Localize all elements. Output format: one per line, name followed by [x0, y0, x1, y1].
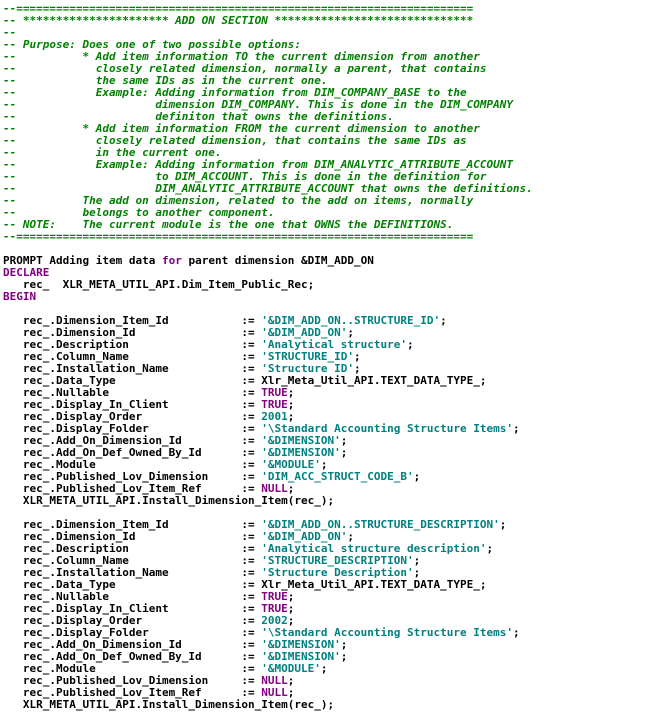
field-name: rec_.Display_In_Client :=	[3, 398, 262, 411]
statement-terminator: ;	[413, 566, 421, 579]
statement-terminator: ;	[512, 626, 520, 639]
statement-terminator: ;	[347, 326, 354, 339]
field-name: rec_.Description :=	[3, 338, 262, 351]
field-value: 'STRUCTURE_DESCRIPTION'	[261, 554, 414, 567]
statement-terminator: ;	[287, 602, 295, 615]
comment-block	[3, 3, 667, 243]
comment-line: -- in the current one.	[3, 146, 222, 159]
field-value: 'Structure Description'	[261, 566, 414, 579]
statement-terminator: ;	[287, 398, 295, 411]
comment-line: --=====================================================================	[3, 2, 474, 15]
field-value: 'Structure ID'	[261, 362, 354, 375]
field-name: rec_.Data_Type :=	[3, 578, 262, 591]
keyword-for: for	[161, 254, 182, 267]
field-name: rec_.Data_Type :=	[3, 374, 262, 387]
field-value: '&DIMENSION'	[261, 434, 341, 447]
declare-keyword: DECLARE	[3, 266, 50, 279]
field-name: rec_.Published_Lov_Dimension :=	[3, 674, 262, 687]
comment-line: -- ********************** ADD ON SECTION ******************************	[3, 14, 474, 27]
field-name: rec_.Module :=	[3, 458, 262, 471]
install-call: XLR_META_UTIL_API.Install_Dimension_Item(rec_);	[3, 698, 335, 711]
statement-terminator: ;	[479, 578, 487, 591]
field-name: rec_.Add_On_Dimension_Id :=	[3, 638, 262, 651]
field-name: rec_.Description :=	[3, 542, 262, 555]
statement-terminator: ;	[499, 518, 507, 531]
field-value: TRUE	[261, 602, 288, 615]
statement-terminator: ;	[440, 314, 447, 327]
field-name: rec_.Display_Order :=	[3, 614, 262, 627]
comment-line: -- Example: Adding information from DIM_ANALYTIC_ATTRIBUTE_ACCOUNT	[3, 158, 513, 171]
statement-terminator: ;	[340, 434, 348, 447]
statement-terminator: ;	[413, 554, 421, 567]
field-name: rec_.Display_Folder :=	[3, 626, 262, 639]
field-value: 2001	[261, 410, 288, 423]
comment-line: -- definiton that owns the definitions.	[3, 110, 394, 123]
field-name: rec_.Dimension_Id :=	[3, 530, 262, 543]
statement-terminator: ;	[287, 674, 295, 687]
field-value: '&DIM_ADD_ON..STRUCTURE_ID'	[261, 314, 441, 327]
field-name: rec_.Column_Name :=	[3, 350, 262, 363]
field-value: NULL	[261, 482, 288, 495]
statement-terminator: ;	[320, 662, 328, 675]
field-value: 'DIM_ACC_STRUCT_CODE_B'	[261, 470, 414, 483]
field-name: rec_.Display_Order :=	[3, 410, 262, 423]
statement-terminator: ;	[287, 614, 295, 627]
field-value: '\Standard Accounting Structure Items'	[261, 626, 513, 639]
comment-line: --	[3, 26, 17, 39]
field-value: '&MODULE'	[261, 458, 321, 471]
field-value: 'Analytical structure'	[261, 338, 407, 351]
field-value: '&DIM_ADD_ON..STRUCTURE_DESCRIPTION'	[261, 518, 500, 531]
statement-terminator: ;	[287, 386, 295, 399]
field-value: TRUE	[261, 386, 288, 399]
field-value: '&DIM_ADD_ON'	[261, 326, 348, 339]
item-block-structure-description	[3, 519, 667, 699]
field-name: rec_.Dimension_Item_Id :=	[3, 314, 262, 327]
field-value: NULL	[261, 674, 288, 687]
field-name: rec_.Display_Folder :=	[3, 422, 262, 435]
statement-terminator: ;	[287, 482, 295, 495]
field-name: rec_.Nullable :=	[3, 590, 262, 603]
field-value: '&MODULE'	[261, 662, 321, 675]
comment-line: -- * Add item information TO the current dimension from another	[3, 50, 480, 63]
field-value: TRUE	[261, 398, 288, 411]
field-name: rec_.Add_On_Dimension_Id :=	[3, 434, 262, 447]
comment-line: -- NOTE: The current module is the one that OWNS the DEFINITIONS.	[3, 218, 454, 231]
field-value: '&DIM_ADD_ON'	[261, 530, 348, 543]
field-name: rec_.Published_Lov_Dimension :=	[3, 470, 262, 483]
install-call: XLR_META_UTIL_API.Install_Dimension_Item(rec_);	[3, 494, 335, 507]
field-value: 2002	[261, 614, 288, 627]
statement-terminator: ;	[413, 470, 421, 483]
item-block-structure-id	[3, 315, 667, 495]
field-name: rec_.Dimension_Item_Id :=	[3, 518, 262, 531]
comment-line: -- belongs to another component.	[3, 206, 275, 219]
field-name: rec_.Add_On_Def_Owned_By_Id :=	[3, 446, 262, 459]
field-value: '&DIMENSION'	[261, 650, 341, 663]
comment-line: -- closely related dimension, that contains the same IDs as	[3, 134, 467, 147]
field-value: '&DIMENSION'	[261, 638, 341, 651]
field-value: Xlr_Meta_Util_API.TEXT_DATA_TYPE_	[261, 578, 480, 591]
statement-terminator: ;	[354, 362, 361, 375]
field-name: rec_.Column_Name :=	[3, 554, 262, 567]
statement-terminator: ;	[287, 590, 295, 603]
field-name: rec_.Add_On_Def_Owned_By_Id :=	[3, 650, 262, 663]
prompt-text-start: PROMPT Adding item data	[3, 254, 162, 267]
statement-terminator: ;	[512, 422, 520, 435]
field-value: 'STRUCTURE_ID'	[261, 350, 354, 363]
statement-terminator: ;	[340, 446, 348, 459]
field-name: rec_.Nullable :=	[3, 386, 262, 399]
field-value: 'Analytical structure description'	[261, 542, 487, 555]
field-name: rec_.Installation_Name :=	[3, 566, 262, 579]
field-name: rec_.Module :=	[3, 662, 262, 675]
statement-terminator: ;	[287, 410, 295, 423]
statement-terminator: ;	[340, 638, 348, 651]
comment-line: --=====================================================================	[3, 230, 474, 243]
comment-line: -- to DIM_ACCOUNT. This is done in the definition for	[3, 170, 487, 183]
statement-terminator: ;	[340, 650, 348, 663]
comment-line: -- DIM_ANALYTIC_ATTRIBUTE_ACCOUNT that owns the definitions.	[3, 182, 533, 195]
record-declaration: rec_ XLR_META_UTIL_API.Dim_Item_Public_Rec;	[3, 278, 315, 291]
statement-terminator: ;	[406, 338, 414, 351]
field-name: rec_.Installation_Name :=	[3, 362, 262, 375]
field-value: Xlr_Meta_Util_API.TEXT_DATA_TYPE_	[261, 374, 480, 387]
comment-line: -- closely related dimension, normally a parent, that contains	[3, 62, 487, 75]
statement-terminator: ;	[347, 530, 354, 543]
statement-terminator: ;	[486, 542, 494, 555]
statement-terminator: ;	[287, 686, 295, 699]
field-name: rec_.Published_Lov_Item_Ref :=	[3, 482, 262, 495]
field-value: '\Standard Accounting Structure Items'	[261, 422, 513, 435]
begin-keyword: BEGIN	[3, 290, 37, 303]
statement-terminator: ;	[354, 350, 361, 363]
comment-line: -- * Add item information FROM the current dimension to another	[3, 122, 480, 135]
comment-line: -- dimension DIM_COMPANY. This is done in the DIM_COMPANY	[3, 98, 513, 111]
field-value: NULL	[261, 686, 288, 699]
comment-line: -- Purpose: Does one of two possible options:	[3, 38, 302, 51]
statement-terminator: ;	[320, 458, 328, 471]
field-value: TRUE	[261, 590, 288, 603]
field-name: rec_.Dimension_Id :=	[3, 326, 262, 339]
prompt-line	[3, 255, 667, 267]
comment-line: -- The add on dimension, related to the add on items, normally	[3, 194, 474, 207]
field-name: rec_.Published_Lov_Item_Ref :=	[3, 686, 262, 699]
field-value: '&DIMENSION'	[261, 446, 341, 459]
comment-line: -- Example: Adding information from DIM_COMPANY_BASE to the	[3, 86, 467, 99]
statement-terminator: ;	[479, 374, 487, 387]
comment-line: -- the same IDs as in the current one.	[3, 74, 328, 87]
field-name: rec_.Display_In_Client :=	[3, 602, 262, 615]
prompt-text-end: parent dimension &DIM_ADD_ON	[181, 254, 374, 267]
